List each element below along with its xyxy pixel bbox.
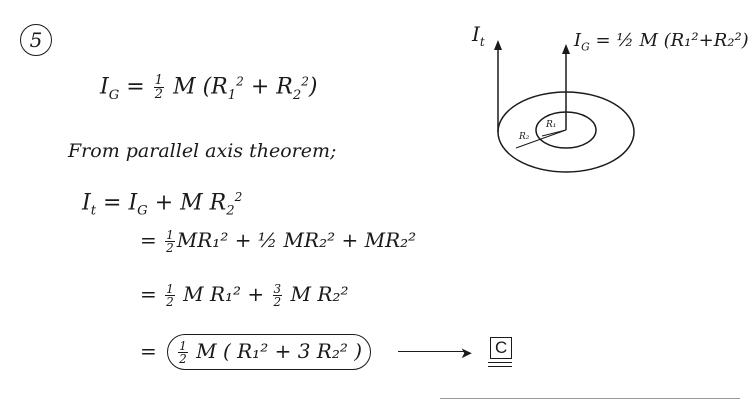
- r1-sub: 1: [227, 88, 237, 104]
- given-body: M (R: [173, 74, 228, 100]
- parallel-axis-intro: From parallel axis theorem;: [68, 140, 337, 162]
- ig-axis-arrow-icon: [562, 44, 570, 54]
- equals-sign: =: [103, 190, 122, 216]
- ig-subscript: G: [108, 88, 120, 104]
- r1-sup: 2: [236, 74, 244, 89]
- given-plus: + R: [250, 74, 293, 100]
- r2-sub: 2: [292, 88, 302, 104]
- m-r2-term: M R₂²: [290, 282, 349, 306]
- equals-sign: =: [140, 339, 157, 363]
- r2-sup: 2: [234, 190, 243, 204]
- it-diagram-label: $I_t$: [472, 22, 485, 49]
- question-number: 5: [20, 24, 52, 56]
- half-fraction: $\frac{1}{2}$: [166, 282, 174, 309]
- three-halves-fraction: $\frac{3}{2}$: [273, 282, 282, 309]
- half-fraction: $\frac{1}{2}$: [154, 73, 164, 103]
- r2-diagram-label: R₂: [519, 132, 530, 142]
- arrow-right-icon: ➤: [460, 344, 473, 362]
- r2-sup: 2: [301, 74, 309, 89]
- ig-subscript: G: [137, 203, 148, 219]
- answer-option-box: C: [490, 337, 512, 359]
- it-axis-arrow-icon: [494, 40, 502, 50]
- m-r2-term: + M R: [154, 190, 227, 216]
- equals-sign: =: [140, 228, 157, 252]
- step-2-expression: MR₁² + ½ MR₂² + MR₂²: [176, 228, 417, 252]
- m-r1-term: M R₁² +: [183, 282, 265, 306]
- given-close: ): [308, 74, 318, 100]
- ig-symbol: I: [100, 74, 109, 100]
- half-fraction: $\frac{1}{2}$: [166, 228, 174, 255]
- it-symbol: I: [82, 190, 91, 216]
- bottom-divider: [440, 398, 740, 399]
- half-fraction: $\frac{1}{2}$: [179, 339, 187, 366]
- r1-diagram-label: R₁: [546, 120, 557, 130]
- given-equation: $I_G$ = $\frac{1}{2}$ M $(R_1^2 + R_2^2)$: [100, 73, 318, 104]
- ig-symbol: I: [128, 190, 138, 216]
- r2-sub: 2: [226, 203, 235, 219]
- final-expression: M ( R₁² + 3 R₂² ): [196, 339, 363, 363]
- it-subscript: t: [90, 203, 97, 219]
- equals-sign: =: [140, 282, 157, 306]
- ig-diagram-label: $I_G$ = ½ M (R₁²+R₂²): [574, 30, 749, 54]
